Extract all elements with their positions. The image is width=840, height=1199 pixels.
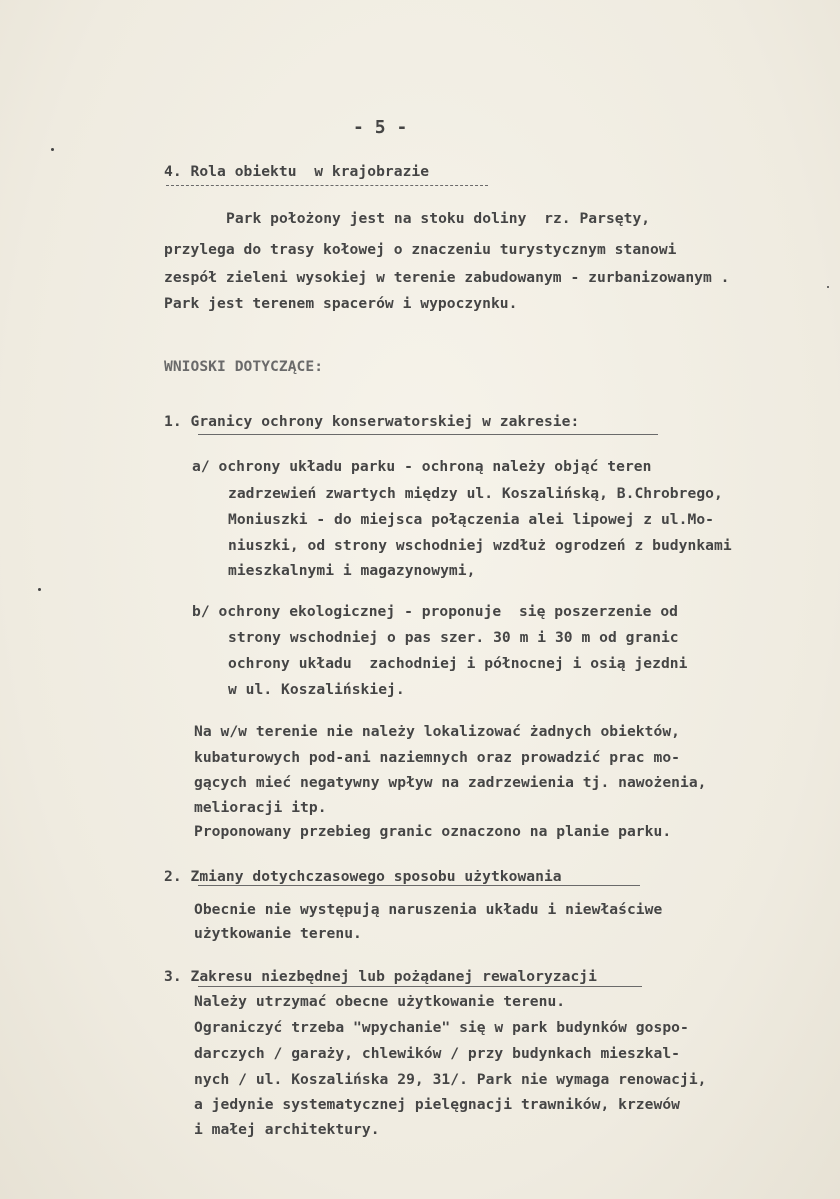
section-4-heading-underline	[166, 185, 488, 186]
paper-speck	[38, 588, 41, 591]
item-3-line: Należy utrzymać obecne użytkowanie terenu.	[194, 993, 566, 1010]
item-3-line: Ograniczyć trzeba "wpychanie" się w park budynków gospo-	[194, 1019, 689, 1036]
page-number: - 5 -	[353, 117, 408, 138]
item-1b-line: ochrony układu zachodniej i północnej i osią jezdni	[228, 655, 688, 672]
section-4-line: zespół zieleni wysokiej w terenie zabudowanym - zurbanizowanym .	[164, 269, 730, 286]
item-2-heading-underline	[198, 885, 640, 886]
item-3-line: a jedynie systematycznej pielęgnacji trawników, krzewów	[194, 1096, 680, 1113]
item-3-heading-underline	[198, 986, 642, 987]
item-3-line: i małej architektury.	[194, 1121, 380, 1138]
item-1a-line: niuszki, od strony wschodniej wzdłuż ogrodzeń z budynkami	[228, 537, 732, 554]
item-1-heading-underline	[198, 434, 658, 435]
item-2-heading: 2. Zmiany dotychczasowego sposobu użytkowania	[164, 868, 562, 885]
section-4-line: Park jest terenem spacerów i wypoczynku.	[164, 295, 518, 312]
item-2-line: użytkowanie terenu.	[194, 925, 362, 942]
section-4-line: Park położony jest na stoku doliny rz. Parsęty,	[226, 210, 651, 227]
item-1a-line: zadrzewień zwartych między ul. Koszalińską, B.Chrobrego,	[228, 485, 723, 502]
item-1b-line: strony wschodniej o pas szer. 30 m i 30 m od granic	[228, 629, 679, 646]
item-3-line: nych / ul. Koszalińska 29, 31/. Park nie wymaga renowacji,	[194, 1071, 707, 1088]
item-1-note-line: Proponowany przebieg granic oznaczono na planie parku.	[194, 823, 672, 840]
item-1-note-line: gących mieć negatywny wpływ na zadrzewienia tj. nawożenia,	[194, 774, 707, 791]
item-1b-line: w ul. Koszalińskiej.	[228, 681, 405, 698]
item-3-line: darczych / garaży, chlewików / przy budynkach mieszkal-	[194, 1045, 680, 1062]
item-1a-line: mieszkalnymi i magazynowymi,	[228, 562, 476, 579]
conclusions-heading: WNIOSKI DOTYCZĄCE:	[164, 358, 324, 375]
item-1a-line: a/ ochrony układu parku - ochroną należy objąć teren	[192, 458, 652, 475]
section-4-heading: 4. Rola obiektu w krajobrazie	[164, 163, 430, 180]
item-1-note-line: Na w/w terenie nie należy lokalizować żadnych obiektów,	[194, 723, 680, 740]
item-1-note-line: kubaturowych pod-ani naziemnych oraz prowadzić prac mo-	[194, 749, 680, 766]
item-1b-line: b/ ochrony ekologicznej - proponuje się poszerzenie od	[192, 603, 678, 620]
item-1-note-line: melioracji itp.	[194, 799, 327, 816]
paper-speck	[51, 148, 54, 151]
paper-speck	[827, 286, 829, 288]
item-3-heading: 3. Zakresu niezbędnej lub pożądanej rewaloryzacji	[164, 968, 597, 985]
item-2-line: Obecnie nie występują naruszenia układu i niewłaściwe	[194, 901, 663, 918]
item-1a-line: Moniuszki - do miejsca połączenia alei lipowej z ul.Mo-	[228, 511, 714, 528]
section-4-line: przylega do trasy kołowej o znaczeniu turystycznym stanowi	[164, 241, 677, 258]
item-1-heading: 1. Granicy ochrony konserwatorskiej w zakresie:	[164, 413, 580, 430]
